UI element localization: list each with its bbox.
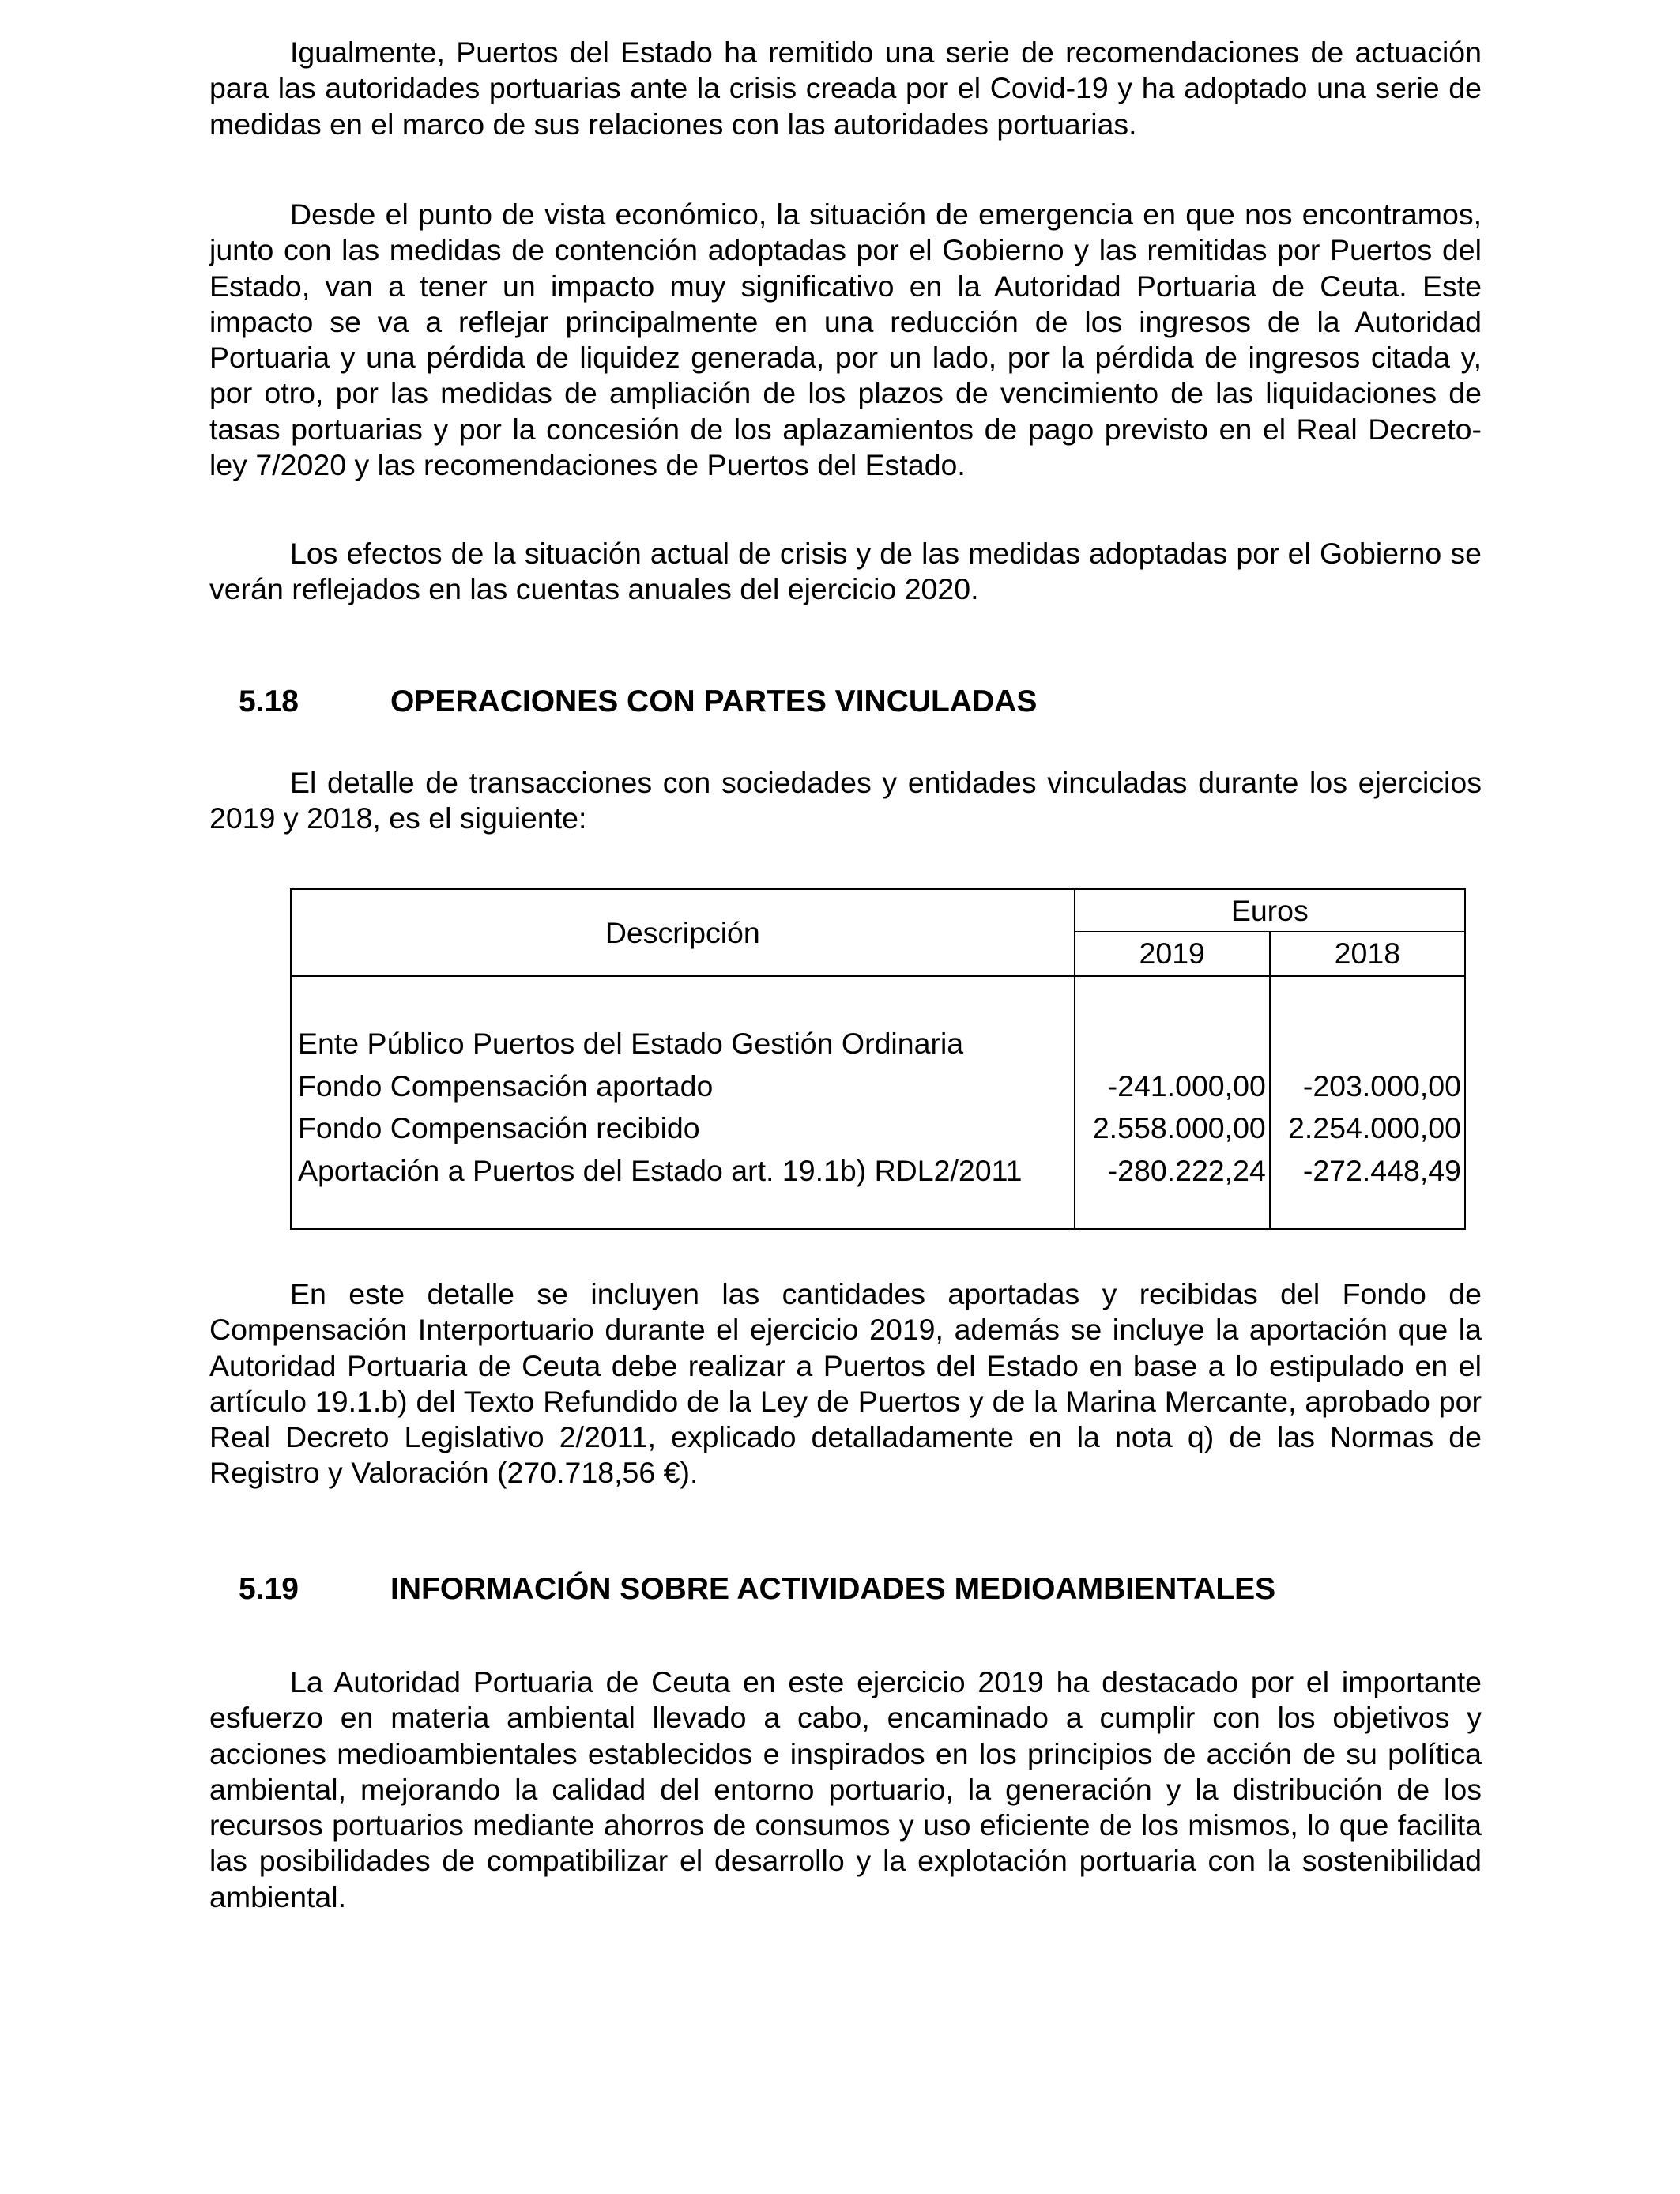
section-title: OPERACIONES CON PARTES VINCULADAS	[390, 684, 1038, 718]
table-description-column	[291, 976, 1075, 1229]
section-title: INFORMACIÓN SOBRE ACTIVIDADES MEDIOAMBIENTALES	[390, 1572, 1276, 1606]
table-header-year-2018: 2018	[1270, 932, 1465, 976]
table-header-euros: Euros	[1075, 889, 1465, 932]
table-2019-column	[1075, 976, 1270, 1229]
table-row-description: Aportación a Puertos del Estado art. 19.1b) RDL2/2011	[298, 1153, 1023, 1187]
section-number: 5.19	[239, 1572, 299, 1606]
paragraph-covid-recommendations: Igualmente, Puertos del Estado ha remitido una serie de recomendaciones de actuación para las autoridades portuarias ante la crisis creada por el Covid-19 y ha adoptado una serie de medidas en el marco de sus relaciones con las autoridades portuarias.	[209, 36, 1482, 141]
table-cell-2019: -241.000,00	[1107, 1069, 1266, 1103]
table-cell-2018: 2.254.000,00	[1288, 1111, 1461, 1144]
paragraph-environmental-activities: La Autoridad Portuaria de Ceuta en este ejercicio 2019 ha destacado por el importante esfuerzo en materia ambiental llevado a cabo, encaminado a cumplir con los objetivos y acciones medioambientales establecidos e inspirados en los principios de acción de su política ambiental, mejorando la calidad del entorno portuario, la generación y la distribución de los recursos portuarios mediante ahorros de consumos y uso eficiente de los mismos, lo que facilita las posibilidades de compatibilizar el desarrollo y la explotación portuaria con la sostenibilidad ambiental.	[209, 1665, 1482, 1913]
table-group-label: Ente Público Puertos del Estado Gestión Ordinaria	[298, 1027, 964, 1060]
paragraph-transactions-intro: El detalle de transacciones con sociedades y entidades vinculadas durante los ejercicios 2019 y 2018, es el siguiente:	[209, 766, 1482, 835]
table-cell-2019: -280.222,24	[1107, 1153, 1266, 1187]
table-row-description: Fondo Compensación aportado	[298, 1069, 714, 1103]
table-header-description: Descripción	[291, 889, 1075, 976]
table-cell-2018: -272.448,49	[1302, 1153, 1461, 1187]
related-party-transactions-table	[290, 888, 1466, 1230]
table-row-description: Fondo Compensación recibido	[298, 1111, 700, 1144]
paragraph-crisis-effects: Los efectos de la situación actual de crisis y de las medidas adoptadas por el Gobierno se verán reflejados en las cuentas anuales del ejercicio 2020.	[209, 537, 1482, 606]
section-heading-5-18	[239, 684, 1037, 719]
paragraph-compensation-fund-detail: En este detalle se incluyen las cantidades aportadas y recibidas del Fondo de Compensación Interportuario durante el ejercicio 2019, además se incluye la aportación que la Autoridad Portuaria de Ceuta debe realizar a Puertos del Estado en base a lo estipulado en el artículo 19.1.b) del Texto Refundido de la Ley de Puertos y de la Marina Mercante, aprobado por Real Decreto Legislativo 2/2011, explicado detalladamente en la nota q) de las Normas de Registro y Valoración (270.718,56 €).	[209, 1277, 1482, 1490]
table-header-year-2019: 2019	[1075, 932, 1270, 976]
table-cell-2018: -203.000,00	[1302, 1069, 1461, 1103]
section-heading-5-19	[239, 1572, 1275, 1607]
section-number: 5.18	[239, 684, 299, 718]
table-cell-2019: 2.558.000,00	[1092, 1111, 1266, 1144]
paragraph-economic-impact: Desde el punto de vista económico, la situación de emergencia en que nos encontramos, junto con las medidas de contención adoptadas por el Gobierno y las remitidas por Puertos del Estado, van a tener un impacto muy significativo en la Autoridad Portuaria de Ceuta. Este impacto se va a reflejar principalmente en una reducción de los ingresos de la Autoridad Portuaria y una pérdida de liquidez generada, por un lado, por la pérdida de ingresos citada y, por otro, por las medidas de ampliación de los plazos de vencimiento de las liquidaciones de tasas portuarias y por la concesión de los aplazamientos de pago previsto en el Real Decreto-ley 7/2020 y las recomendaciones de Puertos del Estado.	[209, 198, 1482, 482]
table-2018-column	[1270, 976, 1465, 1229]
